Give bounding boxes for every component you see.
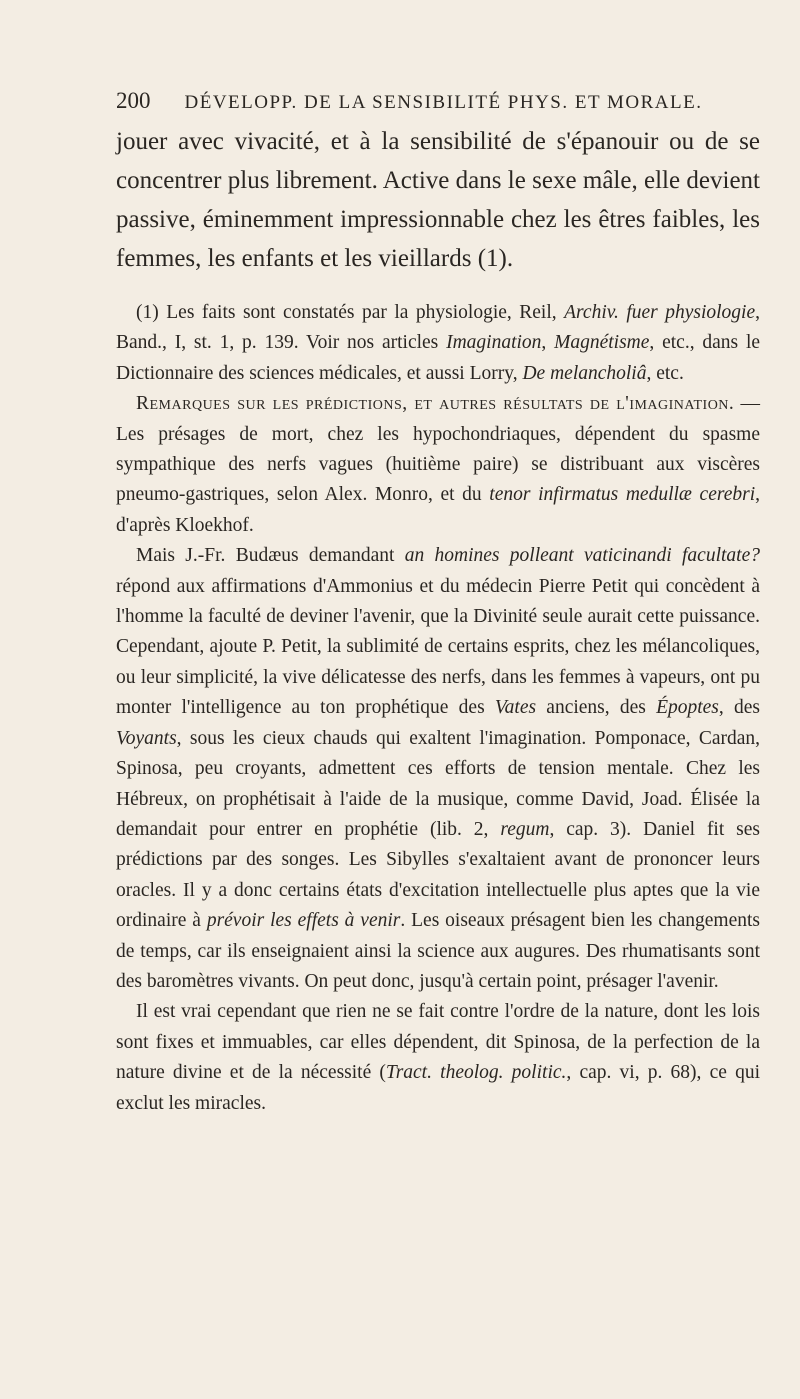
footnote-1: (1) Les faits sont constatés par la physiologie, Reil, Archiv. fuer physiologie, Band., I, st. 1, p. 139. Voir nos articles Imagination, Magnétisme, etc., dans le Dictionnaire des sciences médicales, et aussi Lorry, De melancholiâ, etc.	[116, 302, 761, 384]
footnote-block	[116, 298, 760, 1119]
page-number: 200	[116, 88, 151, 113]
running-head	[116, 88, 760, 114]
footnote-marker: (1)	[136, 302, 159, 323]
main-paragraph: jouer avec vivacité, et à la sensibilité de s'épanouir ou de se concentrer plus librement. Active dans le sexe mâle, elle devient passive, éminemment impressionnable chez les êtres faibles, les femmes, les enfants et les vieillards (1).	[116, 128, 760, 272]
remarks-paragraph: Remarques sur les prédictions, et autres résultats de l'imagination. — Les présages de mort, chez les hypochondriaques, dépendent du spasme sympathique des nerfs vagues (huitième paire) se distribuant aux viscères pneumo-gastriques, selon Alex. Monro, et du tenor infirmatus medullæ cerebri, d'après Kloekhof.	[116, 393, 761, 536]
spinosa-paragraph: Il est vrai cependant que rien ne se fait contre l'ordre de la nature, dont les lois sont fixes et immuables, car elles dépendent, dit Spinosa, de la perfection de la nature divine et de la nécessité (Tract. theolog. politic., cap. vi, p. 68), ce qui exclut les miracles.	[116, 1001, 760, 1114]
remarks-heading: Remarques sur les prédictions, et autres résultats de l'imagination.	[136, 393, 735, 415]
budaeus-paragraph: Mais J.-Fr. Budæus demandant an homines polleant vaticinandi facultate? répond aux affirmations d'Ammonius et du médecin Pierre Petit qui concèdent à l'homme la faculté de deviner l'avenir, que la Divinité seule aurait cette puissance. Cependant, ajoute P. Petit, la sublimité de certains esprits, chez les mélancoliques, ou leur simplicité, la vive délicatesse des nerfs, dans les femmes à vapeurs, ont pu monter l'intelligence au ton prophétique des Vates anciens, des Époptes, des Voyants, sous les cieux chauds qui exaltent l'imagination. Pomponace, Cardan, Spinosa, peu croyants, admettent ces efforts de tension mentale. Chez les Hébreux, on prophétisait à l'aide de la musique, comme David, Joad. Élisée la demandait pour entrer en prophétie (lib. 2, regum, cap. 3). Daniel fit ses prédictions par des songes. Les Sibylles s'exaltaient avant de prononcer leurs oracles. Il y a donc certains états d'excitation intellectuelle plus aptes que la vie ordinaire à prévoir les effets à venir. Les oiseaux présagent bien les changements de temps, car ils enseignaient ainsi la science aux augures. Des rhumatisants sont des baromètres vivants. On peut donc, jusqu'à certain point, présager l'avenir.	[116, 545, 761, 992]
running-title: DÉVELOPP. DE LA SENSIBILITÉ PHYS. ET MORALE.	[184, 92, 703, 113]
